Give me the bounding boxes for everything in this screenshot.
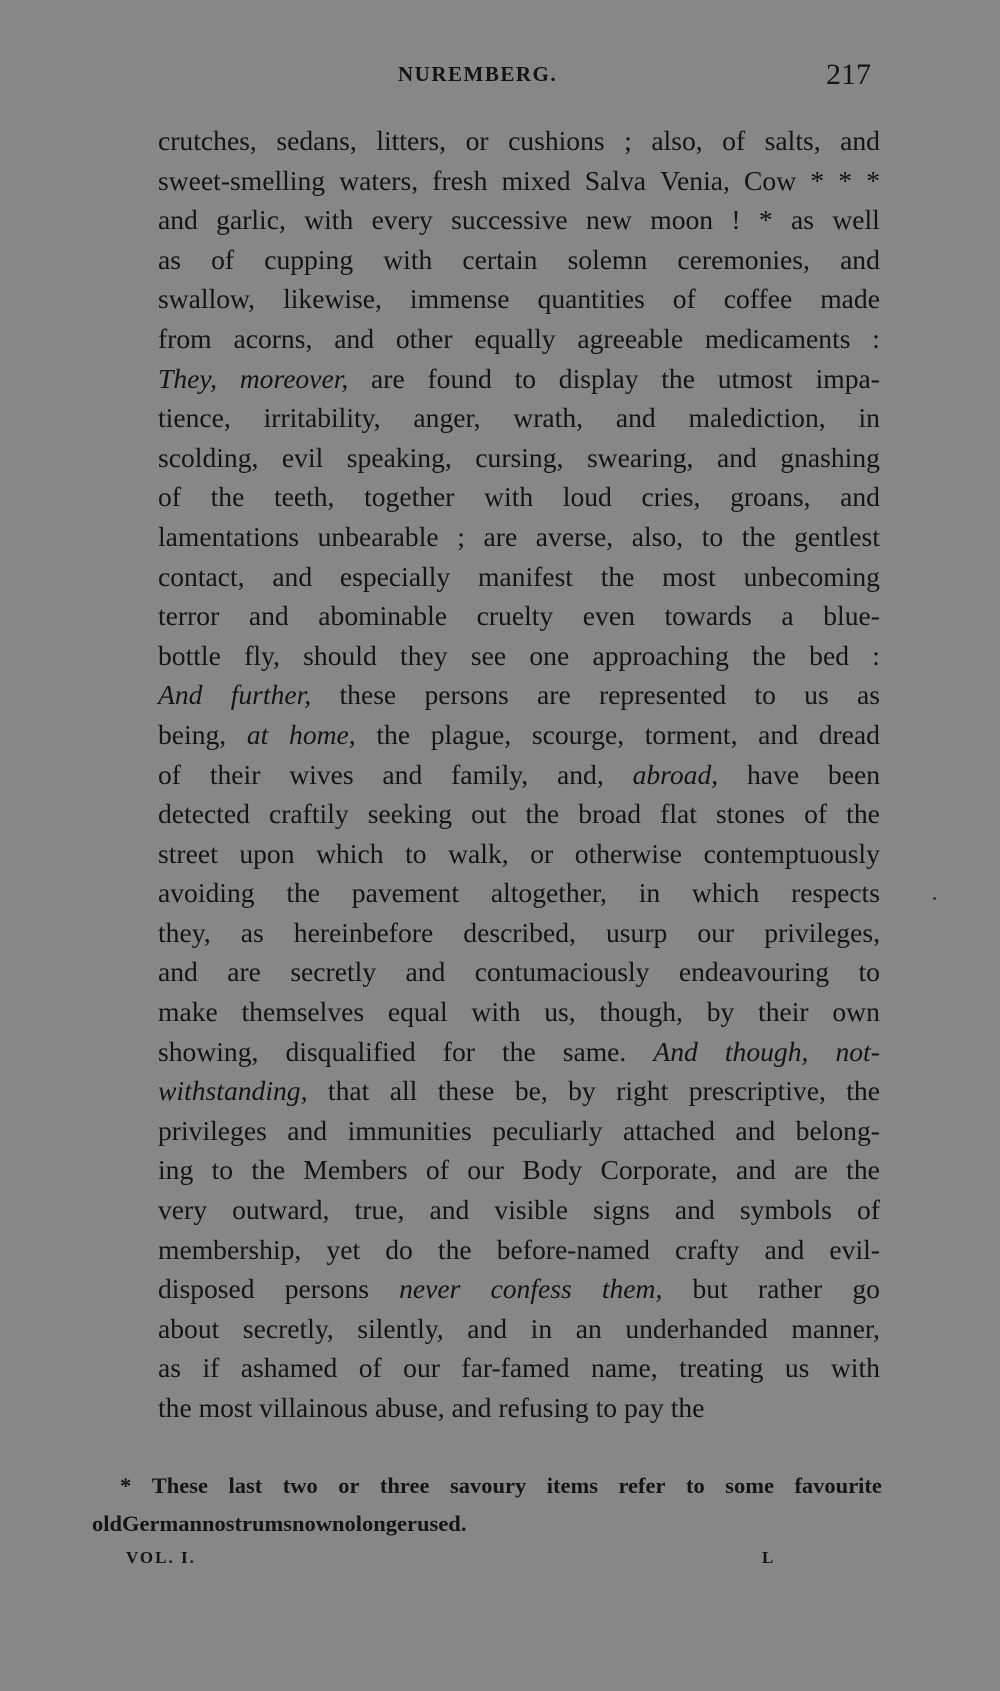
text-line: crutches, sedans, litters, or cushions ; also, of salts, and: [158, 125, 880, 156]
text-line: the most villainous abuse, and refusing to pay the: [158, 1392, 705, 1423]
text-line: showing, disqualified for the same. And though, not-: [158, 1035, 880, 1067]
text-line: avoiding the pavement altogether, in which respects: [158, 877, 880, 909]
text-line: very outward, true, and visible signs and symbols of: [158, 1194, 880, 1226]
text-line: membership, yet do the before-named crafty and evil-: [158, 1233, 880, 1265]
running-title: NUREMBERG.: [398, 62, 558, 86]
text-line: and garlic, with every successive new moon ! * as well: [158, 204, 880, 236]
text-line: bottle fly, should they see one approaching the bed :: [158, 639, 880, 671]
body-text: [158, 121, 880, 1428]
text-line: of their wives and family, and, abroad, have been: [158, 758, 880, 790]
text-line: as if ashamed of our far-famed name, treating us with: [158, 1352, 880, 1384]
running-head: [0, 58, 1000, 94]
volume-mark: VOL. I.: [126, 1548, 196, 1567]
text-line: contact, and especially manifest the most unbecoming: [158, 560, 880, 592]
text-line: as of cupping with certain solemn ceremonies, and: [158, 243, 880, 275]
text-line: being, at home, the plague, scourge, torment, and dread: [158, 718, 880, 750]
text-line: tience, irritability, anger, wrath, and malediction, in: [158, 402, 880, 434]
footnote-line: * These last two or three savoury items refer to some favourite: [120, 1473, 882, 1498]
text-line: make themselves equal with us, though, by their own: [158, 996, 880, 1028]
text-line: about secretly, silently, and in an underhanded manner,: [158, 1312, 880, 1344]
text-line: and are secretly and contumaciously endeavouring to: [158, 956, 880, 988]
text-line: sweet-smelling waters, fresh mixed Salva Venia, Cow * * *: [158, 164, 880, 196]
text-line: swallow, likewise, immense quantities of coffee made: [158, 283, 880, 315]
text-line: of the teeth, together with loud cries, groans, and: [158, 481, 880, 513]
page-number: 217: [826, 58, 871, 91]
footnote-line: old German nostrums now no longer used.: [92, 1511, 467, 1536]
text-line: disposed persons never confess them, but rather go: [158, 1273, 880, 1305]
signature-mark: L: [762, 1548, 774, 1567]
text-line: they, as hereinbefore described, usurp our privileges,: [158, 916, 880, 948]
text-line: scolding, evil speaking, cursing, swearing, and gnashing: [158, 441, 880, 473]
text-line: street upon which to walk, or otherwise contemptuously: [158, 837, 880, 869]
text-line: terror and abominable cruelty even towards a blue-: [158, 600, 880, 632]
text-line: lamentations unbearable ; are averse, also, to the gentlest: [158, 520, 880, 552]
footnote: [92, 1467, 882, 1543]
text-line: privileges and immunities peculiarly attached and belong-: [158, 1114, 880, 1146]
text-line: withstanding, that all these be, by right prescriptive, the: [158, 1075, 880, 1107]
text-line: And further, these persons are represented to us as: [158, 679, 880, 711]
text-line: ing to the Members of our Body Corporate, and are the: [158, 1154, 880, 1186]
text-line: from acorns, and other equally agreeable medicaments :: [158, 322, 880, 354]
text-line: detected craftily seeking out the broad flat stones of the: [158, 798, 880, 830]
signature-line: [0, 1548, 1000, 1578]
text-line: They, moreover, are found to display the utmost impa-: [158, 362, 880, 394]
paper-speck: [933, 897, 936, 900]
